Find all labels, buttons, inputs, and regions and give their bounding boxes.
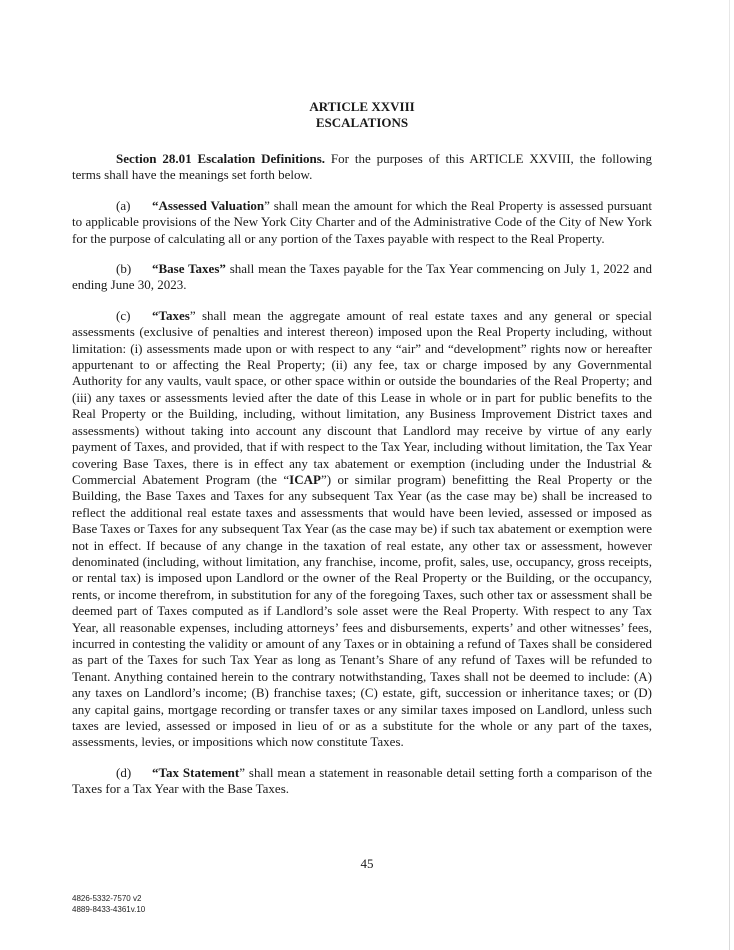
definition-text: ” shall mean a statement in reasonable detail setting forth a comparison of the Taxes for a Tax Year with the Base Taxes. xyxy=(72,764,653,797)
definition-text-continued: ”) or similar program) benefitting the Real Property or the Building, the Base Taxes and Taxes for any subsequent Tax Year (as the case may be) shall be increased to reflect the additional real estate taxes and assessments that would have been levied, assessed or imposed as Base Taxes or Taxes for any subsequent Tax Year (as the case may be) if such tax abatement or exemption were not in effect. If because of any change in the taxation of real estate, any other tax or assessment, however denominated (including, without limitation, any franchise, income, profit, sales, use, occupancy, gross receipts, or rental tax) is imposed upon Landlord or the owner of the Real Property or the Building, or the occupancy, rents, or income therefrom, in substitution for any of the foregoing Taxes, such other tax or assessment shall be deemed part of Taxes computed as if Landlord’s sole asset were the Real Property. With respect to any Tax Year, all reasonable expenses, including attorneys’ fees and disbursements, experts’ and other witnesses’ fees, incurred in contesting the validity or amount of any Taxes or in obtaining a refund of Taxes shall be considered as part of the Taxes for such Tax Year as long as Tenant’s Share of any refund of Taxes will be refunded to Tenant. Anything contained herein to the contrary notwithstanding, Taxes shall not be deemed to include: (A) any taxes on Landlord’s income; (B) franchise taxes; (C) estate, gift, succession or inheritance taxes; or (D) any capital gains, mortgage recording or transfer taxes or any similar taxes imposed on Landlord, unless such taxes are levied, assessed or imposed in lieu of or as a substitute for the whole or any part of the taxes, assessments, levies, or impositions which now constitute Taxes. xyxy=(72,471,653,750)
article-number: ARTICLE XXVIII xyxy=(309,99,415,114)
page-number: 45 xyxy=(360,856,374,871)
definition-text: shall mean the Taxes payable for the Tax Year commencing on July 1, 2022 and ending June 30, 2023. xyxy=(72,261,652,293)
article-heading xyxy=(72,99,652,131)
article-title: ESCALATIONS xyxy=(315,115,409,130)
definition-label: (a) xyxy=(116,197,131,213)
definition-label: (b) xyxy=(116,261,132,277)
definition-label: (d) xyxy=(116,764,132,780)
definition-term: “Taxes xyxy=(152,307,190,323)
document-id-secondary: 4889-8433-4361v.10 xyxy=(72,905,146,914)
document-id-primary: 4826-5332-7570 v2 xyxy=(72,894,142,903)
definition-c xyxy=(72,308,652,751)
document-page xyxy=(72,99,652,798)
document-ids xyxy=(72,893,145,915)
definition-a xyxy=(72,198,652,247)
definition-term: “Assessed Valuation xyxy=(152,197,265,213)
definition-d xyxy=(72,765,652,798)
section-title: Section 28.01 Escalation Definitions. xyxy=(116,151,326,166)
section-intro-text: For the purposes of this ARTICLE XXVIII, the following terms shall have the meanings set forth below. xyxy=(72,151,652,183)
section-28-01-paragraph xyxy=(72,151,652,184)
definition-label: (c) xyxy=(116,307,131,323)
scan-edge-line xyxy=(729,0,730,950)
definition-term: “Tax Statement xyxy=(152,764,240,780)
definition-text: ” shall mean the aggregate amount of real estate taxes and any general or special assessments (exclusive of penalties and interest thereon) imposed upon the Real Property including, without limitation: (i) assessments made upon or with respect to any “air” and “development” rights now or hereafter appurtenant to or affecting the Real Property; (ii) any fee, tax or charge imposed by any Governmental Authority for any vaults, vault space, or other space within or outside the boundaries of the Real Property; and (iii) any taxes or assessments levied after the date of this Lease in whole or in part for public benefits to the Real Property or the Building, including, without limitation, any Business Improvement District taxes and assessments) without taking into account any discount that Landlord may receive by virtue of any early payment of Taxes, and provided, that if with respect to the Tax Year, including without limitation, the Tax Year covering Base Taxes, there is in effect any tax abatement or exemption (including under the Industrial & Commercial Abatement Program (the “ xyxy=(72,307,652,487)
icap-term: ICAP xyxy=(289,471,321,487)
definition-text: ” shall mean the amount for which the Real Property is assessed pursuant to applicable provisions of the New York City Charter and of the Administrative Code of the City of New York for the purpose of calculating all or any portion of the Taxes payable with respect to the Real Property. xyxy=(72,197,652,246)
definition-b xyxy=(72,261,652,294)
definition-term: “Base Taxes” xyxy=(152,261,226,277)
